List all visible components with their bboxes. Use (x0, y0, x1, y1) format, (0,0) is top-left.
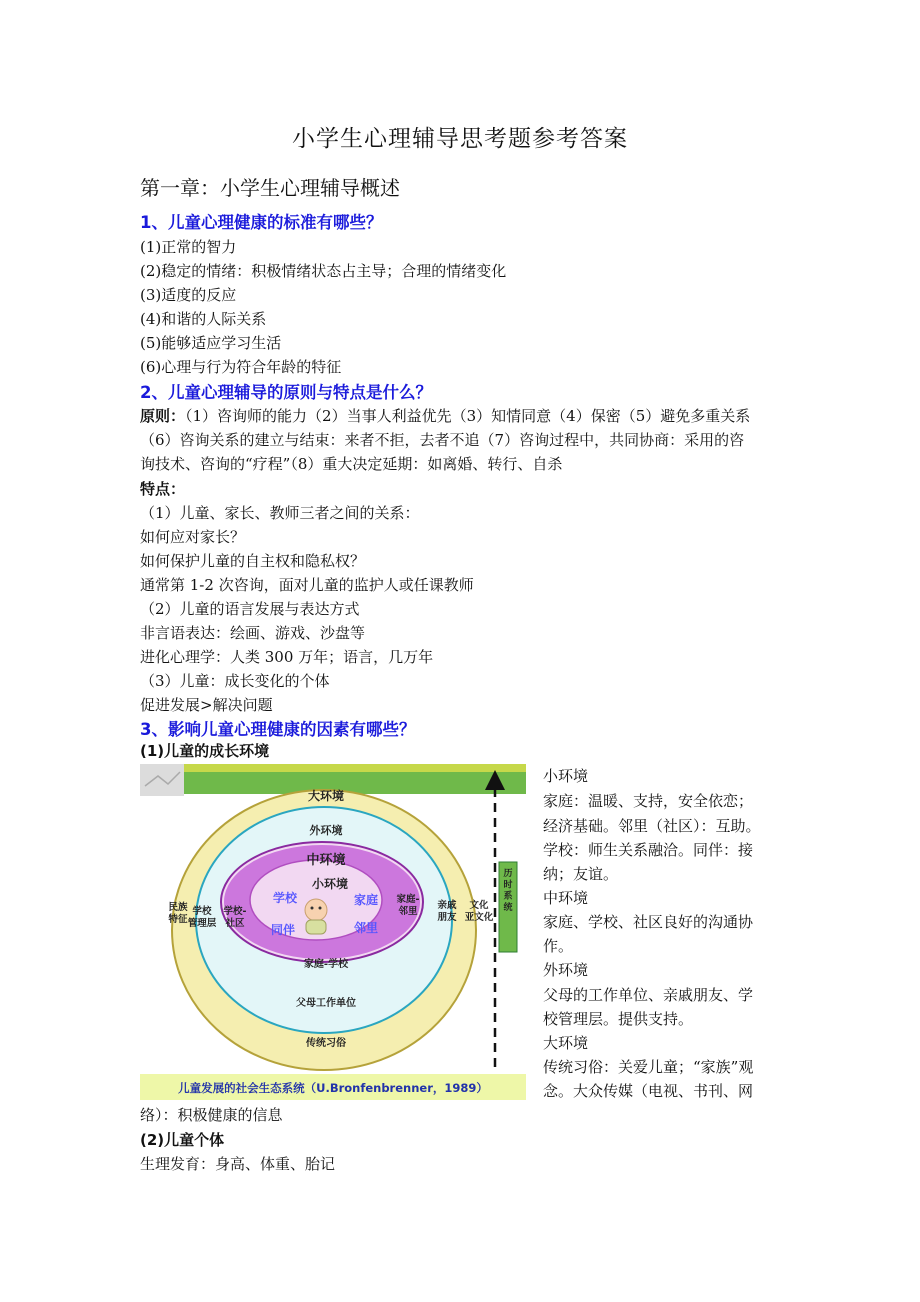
feature-line: 进化心理学：人类 300 万年；语言，几万年 (140, 648, 434, 666)
label-line: 邻里 (398, 905, 418, 917)
label-line: 特征 (168, 913, 188, 925)
env-line: 中环境 (543, 889, 589, 907)
env-line: 作。 (543, 937, 574, 955)
chapter-heading: 第一章：小学生心理辅导概述 (140, 176, 400, 200)
subheading-individual: (2)儿童个体 (140, 1131, 225, 1149)
principle-line: （6）咨询关系的建立与结束：来者不拒，去者不追（7）咨询过程中，共同协商：采用的咨 (140, 431, 745, 449)
principle-line: 询技术、咨询的“疗程”（8）重大决定延期：如离婚、转行、自杀 (140, 455, 563, 473)
principle-text: （1）咨询师的能力（2）当事人利益优先（3）知情同意（4）保密（5）避免多重关系 (185, 407, 751, 425)
label-big-env: 大环境 (307, 789, 345, 803)
label-line: 亚文化 (464, 911, 494, 923)
feature-line: 促进发展>解决问题 (140, 696, 273, 714)
feature-line: 如何保护儿童的自主权和隐私权？ (140, 552, 366, 570)
q1-item: (2)稳定的情绪：积极情绪状态占主导；合理的情绪变化 (140, 262, 507, 280)
label-family: 家庭 (353, 893, 379, 907)
ecological-systems-diagram (140, 762, 530, 1102)
label-school: 学校 (272, 891, 298, 905)
physical-development-line: 生理发育：身高、体重、胎记 (140, 1155, 336, 1173)
feature-line: 如何应对家长？ (140, 528, 246, 546)
label-outer-env: 外环境 (309, 824, 343, 837)
label-line: 统 (503, 902, 513, 913)
label-line: 亲戚 (437, 900, 457, 911)
label-line: 管理层 (187, 917, 217, 929)
principle-line (140, 405, 750, 426)
label-line: 时 (503, 880, 513, 891)
feature-line: （1）儿童、家长、教师三者之间的关系： (140, 504, 420, 522)
q1-item: (4)和谐的人际关系 (140, 310, 267, 328)
label-nation (168, 901, 188, 925)
subheading-environment: (1)儿童的成长环境 (140, 742, 270, 760)
page-title: 小学生心理辅导思考题参考答案 (292, 126, 628, 152)
env-line: 外环境 (543, 961, 589, 979)
child-figure-icon (305, 899, 327, 934)
top-green-bar (184, 772, 526, 794)
question-3-heading: 3、影响儿童心理健康的因素有哪些？ (140, 720, 416, 739)
diagram-caption: 儿童发展的社会生态系统（U.Bronfenbrenner，1989） (178, 1081, 488, 1095)
env-line: 父母的工作单位、亲戚朋友、学 (543, 986, 754, 1004)
feature-line: 通常第 1-2 次咨询，面对儿童的监护人或任课教师 (140, 576, 474, 594)
feature-line: 非言语表达：绘画、游戏、沙盘等 (140, 624, 366, 642)
label-peer: 同伴 (270, 923, 296, 937)
label-line: 朋友 (437, 911, 457, 923)
label-school-community (224, 905, 247, 929)
label-line: 学校- (223, 906, 247, 917)
label-small-env: 小环境 (311, 877, 349, 891)
feature-line: （2）儿童的语言发展与表达方式 (140, 600, 360, 618)
label-mid-env: 中环境 (306, 853, 346, 868)
label-neighbor: 邻里 (353, 921, 379, 935)
env-line: 大环境 (543, 1034, 589, 1052)
env-line: 经济基础。邻里（社区）：互助。 (543, 817, 761, 835)
env-line: 小环境 (543, 767, 589, 785)
feature-line: （3）儿童：成长变化的个体 (140, 672, 330, 690)
label-line: 家庭- (396, 894, 420, 905)
label-culture (465, 899, 494, 923)
top-yellow-bar (184, 764, 526, 772)
label-line: 历 (503, 869, 513, 879)
label-tradition: 传统习俗 (306, 1038, 346, 1049)
env-line: 学校：师生关系融洽。同伴：接 (543, 841, 754, 859)
label-line: 系 (503, 891, 513, 902)
env-line: 传统习俗：关爱儿童；“家族”观 (543, 1058, 754, 1076)
label-line: 文化 (469, 900, 489, 911)
continued-line: 络）：积极健康的信息 (140, 1106, 283, 1124)
env-line: 家庭：温暖、支持，安全依恋； (543, 792, 754, 810)
label-parent-work: 父母工作单位 (296, 998, 356, 1009)
label-family-school: 家庭-学校 (303, 959, 349, 970)
q1-item: (1)正常的智力 (140, 238, 237, 256)
question-1-heading: 1、儿童心理健康的标准有哪些？ (140, 213, 383, 232)
q1-item: (3)适度的反应 (140, 286, 237, 304)
q1-item: (6)心理与行为符合年龄的特征 (140, 358, 342, 376)
label-chrono (502, 867, 512, 913)
env-line: 纳；友谊。 (543, 865, 619, 883)
label-family-neighbor (397, 893, 420, 917)
env-line: 念。大众传媒（电视、书刊、网 (543, 1082, 754, 1100)
question-2-heading: 2、儿童心理辅导的原则与特点是什么？ (140, 383, 432, 402)
principle-label: 原则： (140, 407, 186, 425)
feature-label: 特点： (140, 480, 186, 498)
label-line: 学校 (192, 906, 212, 917)
label-line: 民族 (168, 902, 188, 913)
label-relatives (437, 899, 457, 923)
env-line: 家庭、学校、社区良好的沟通协 (543, 913, 754, 931)
q1-item: (5)能够适应学习生活 (140, 334, 282, 352)
label-line: 社区 (225, 917, 245, 929)
env-line: 校管理层。提供支持。 (543, 1010, 694, 1028)
